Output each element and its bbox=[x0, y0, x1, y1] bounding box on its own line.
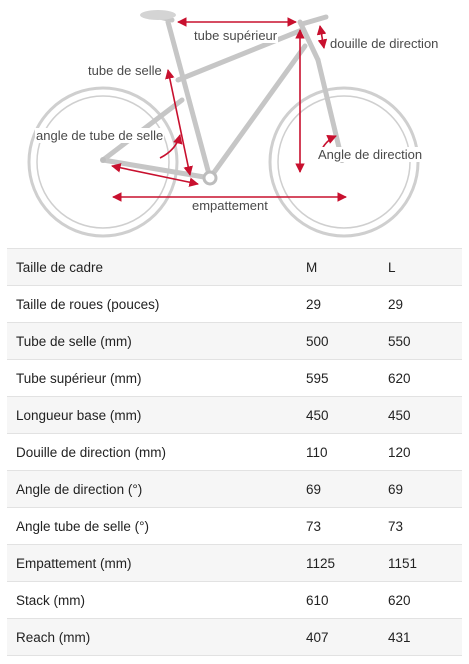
table-row bbox=[7, 471, 462, 508]
bottom-bracket bbox=[204, 172, 216, 184]
label-head-angle: Angle de direction bbox=[318, 147, 423, 162]
row-name: Stack (mm) bbox=[7, 582, 306, 619]
row-value-l: 1151 bbox=[388, 545, 462, 582]
table-row bbox=[7, 323, 462, 360]
row-value-l: 73 bbox=[388, 508, 462, 545]
row-name: Angle de direction (°) bbox=[7, 471, 306, 508]
row-name: Angle tube de selle (°) bbox=[7, 508, 306, 545]
row-name: Tube supérieur (mm) bbox=[7, 360, 306, 397]
row-value-m: 73 bbox=[306, 508, 388, 545]
table-row bbox=[7, 434, 462, 471]
head-tube-arrow bbox=[320, 26, 324, 48]
label-seat-angle: angle de tube de selle bbox=[36, 128, 164, 143]
row-value-m: 110 bbox=[306, 434, 388, 471]
row-value-l: 620 bbox=[388, 360, 462, 397]
table-row bbox=[7, 619, 462, 656]
row-value-l: 431 bbox=[388, 619, 462, 656]
row-name: Douille de direction (mm) bbox=[7, 434, 306, 471]
table-row bbox=[7, 582, 462, 619]
table-header-row bbox=[7, 249, 462, 286]
row-value-m: 450 bbox=[306, 397, 388, 434]
table-row bbox=[7, 545, 462, 582]
label-head-tube: douille de direction bbox=[330, 36, 439, 51]
row-value-m: 29 bbox=[306, 286, 388, 323]
label-wheelbase: empattement bbox=[192, 198, 268, 213]
label-seat-tube: tube de selle bbox=[88, 63, 162, 78]
rear-hub bbox=[100, 157, 106, 163]
bike-geometry-diagram bbox=[0, 0, 469, 248]
row-name: Empattement (mm) bbox=[7, 545, 306, 582]
table-row bbox=[7, 360, 462, 397]
row-name: Reach (mm) bbox=[7, 619, 306, 656]
row-value-l: 550 bbox=[388, 323, 462, 360]
row-value-m: 69 bbox=[306, 471, 388, 508]
row-value-l: 69 bbox=[388, 471, 462, 508]
row-name: Tube de selle (mm) bbox=[7, 323, 306, 360]
label-top-tube: tube supérieur bbox=[194, 28, 278, 43]
row-value-m: 407 bbox=[306, 619, 388, 656]
row-value-m: 500 bbox=[306, 323, 388, 360]
row-value-m: 610 bbox=[306, 582, 388, 619]
table-row bbox=[7, 508, 462, 545]
row-value-l: 620 bbox=[388, 582, 462, 619]
row-value-m: 1125 bbox=[306, 545, 388, 582]
row-value-l: 120 bbox=[388, 434, 462, 471]
header-size-m: M bbox=[306, 249, 388, 286]
header-frame-size: Taille de cadre bbox=[7, 249, 306, 286]
saddle bbox=[140, 10, 176, 20]
row-value-m: 595 bbox=[306, 360, 388, 397]
row-value-l: 29 bbox=[388, 286, 462, 323]
header-size-l: L bbox=[388, 249, 462, 286]
geometry-table bbox=[7, 248, 462, 656]
row-value-l: 450 bbox=[388, 397, 462, 434]
table-row bbox=[7, 286, 462, 323]
row-name: Taille de roues (pouces) bbox=[7, 286, 306, 323]
table-row bbox=[7, 397, 462, 434]
row-name: Longueur base (mm) bbox=[7, 397, 306, 434]
